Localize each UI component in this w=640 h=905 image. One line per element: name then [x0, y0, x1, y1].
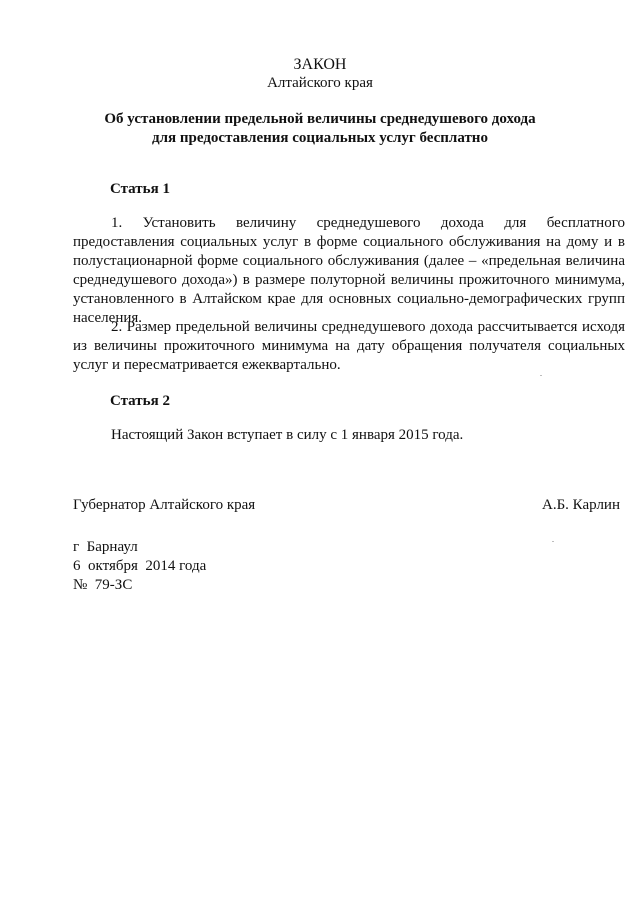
article-1-title: Статья 1: [110, 181, 170, 197]
meta-date: 6 октября 2014 года: [73, 558, 207, 574]
article-1-paragraph-1: 1. Установить величину среднедушевого дохода для бесплатного предоставления социальных услуг в форме социального обслуживания на дому и в полустационарной форме социального обслуживания (далее – «предельная величина среднедушевого дохода») в размере полуторной величины прожиточного минимума, установленного в Алтайском крае для основных социально-демографических групп населения.: [73, 215, 625, 326]
signature-position: Губернатор Алтайского края: [73, 497, 256, 513]
law-heading: [0, 110, 640, 148]
scan-speck: [540, 375, 542, 376]
meta-number: № 79-ЗС: [73, 577, 133, 593]
law-title: ЗАКОН: [293, 56, 347, 73]
meta-city: г Барнаул: [73, 539, 138, 555]
article-2-paragraph-1: Настоящий Закон вступает в силу с 1 января 2015 года.: [111, 427, 464, 443]
heading-line-1: Об установлении предельной величины среднедушевого дохода: [104, 111, 536, 127]
scan-speck: [552, 541, 554, 542]
article-2-title: Статья 2: [110, 393, 170, 409]
heading-line-2: для предоставления социальных услуг бесплатно: [152, 130, 488, 146]
article-1-paragraph-2: 2. Размер предельной величины среднедушевого дохода рассчитывается исходя из величины прожиточного минимума на дату обращения получателя социальных услуг и пересматривается ежеквартально.: [73, 319, 625, 373]
law-region: Алтайского края: [267, 75, 373, 91]
document-meta: [73, 538, 206, 595]
signature-name: А.Б. Карлин: [541, 497, 620, 513]
